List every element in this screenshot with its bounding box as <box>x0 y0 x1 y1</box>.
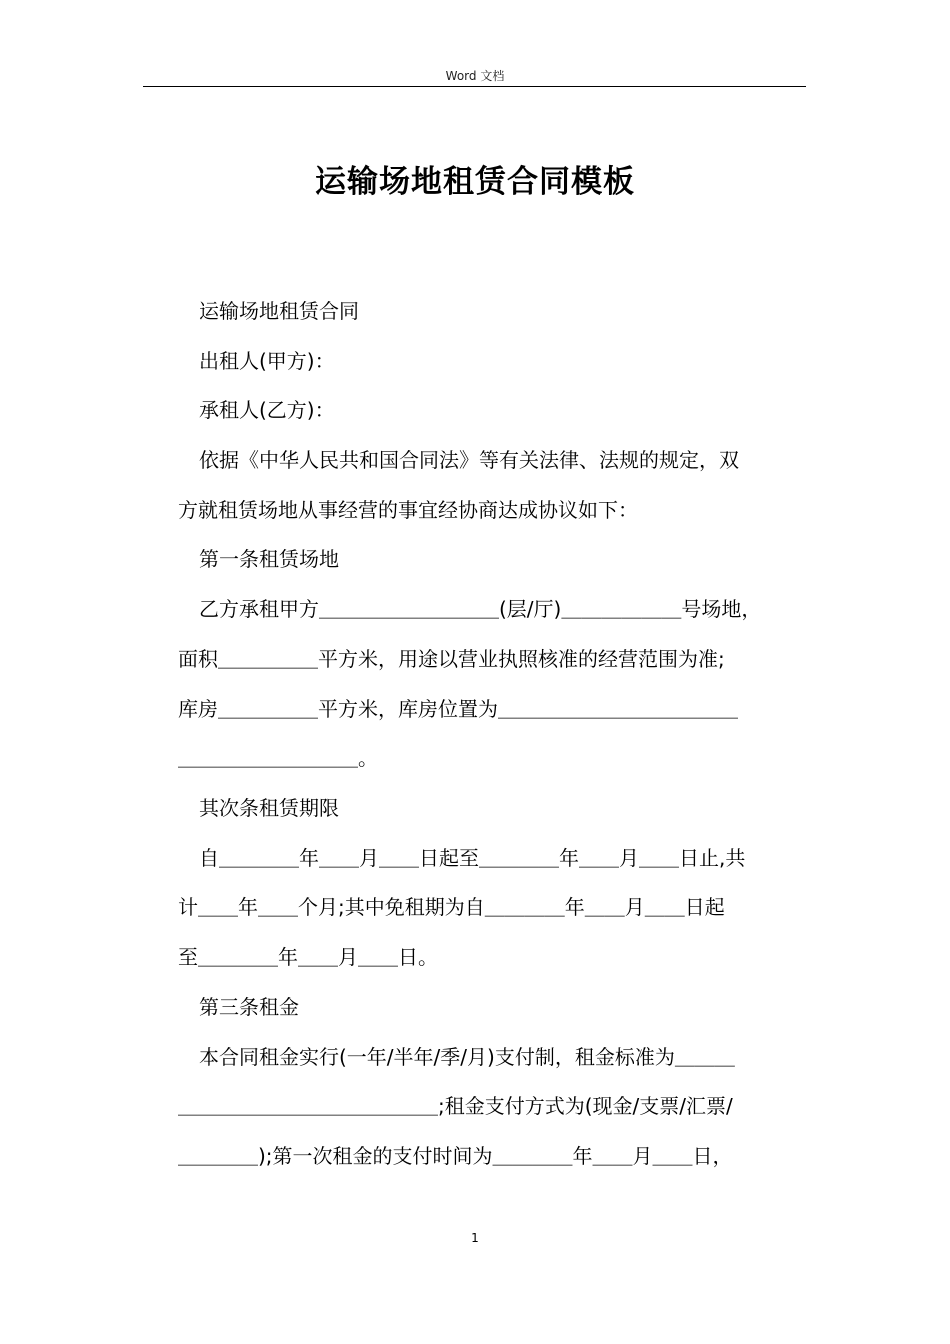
article-1-heading: 第一条租赁场地 <box>199 547 339 571</box>
article-2-line-1: 自＿＿＿＿年＿＿月＿＿日起至＿＿＿＿年＿＿月＿＿日止,共 <box>199 846 746 870</box>
running-header: Word 文档 <box>445 69 505 83</box>
header-divider <box>143 86 806 87</box>
article-2-line-2: 计＿＿年＿＿个月;其中免租期为自＿＿＿＿年＿＿月＿＿日起 <box>178 895 725 919</box>
article-1-line-1: 乙方承租甲方＿＿＿＿＿＿＿＿＿(层/厅)＿＿＿＿＿＿号场地， <box>199 597 762 621</box>
article-2-heading: 其次条租赁期限 <box>199 796 339 820</box>
contract-name-line: 运输场地租赁合同 <box>199 299 359 323</box>
article-1-line-3: 库房＿＿＿＿＿平方米，库房位置为＿＿＿＿＿＿＿＿＿＿＿＿ <box>178 697 738 721</box>
lessee-line: 承租人(乙方)： <box>199 398 335 422</box>
document-title: 运输场地租赁合同模板 <box>315 164 635 200</box>
preamble-line-2: 方就租赁场地从事经营的事宜经协商达成协议如下： <box>178 498 638 522</box>
article-3-line-1: 本合同租金实行(一年/半年/季/月)支付制，租金标准为＿＿＿ <box>199 1045 735 1069</box>
page-number: 1 <box>471 1231 479 1245</box>
article-1-line-2: 面积＿＿＿＿＿平方米，用途以营业执照核准的经营范围为准; <box>178 647 725 671</box>
article-3-line-2: ＿＿＿＿＿＿＿＿＿＿＿＿＿;租金支付方式为(现金/支票/汇票/ <box>178 1094 733 1118</box>
article-3-line-3: ＿＿＿＿);第一次租金的支付时间为＿＿＿＿年＿＿月＿＿日， <box>178 1144 733 1168</box>
article-2-line-3: 至＿＿＿＿年＿＿月＿＿日。 <box>178 945 438 969</box>
article-3-heading: 第三条租金 <box>199 995 299 1019</box>
preamble-line-1: 依据《中华人民共和国合同法》等有关法律、法规的规定，双 <box>199 448 739 472</box>
article-1-line-4: ＿＿＿＿＿＿＿＿＿。 <box>178 746 378 770</box>
lessor-line: 出租人(甲方)： <box>199 349 335 373</box>
